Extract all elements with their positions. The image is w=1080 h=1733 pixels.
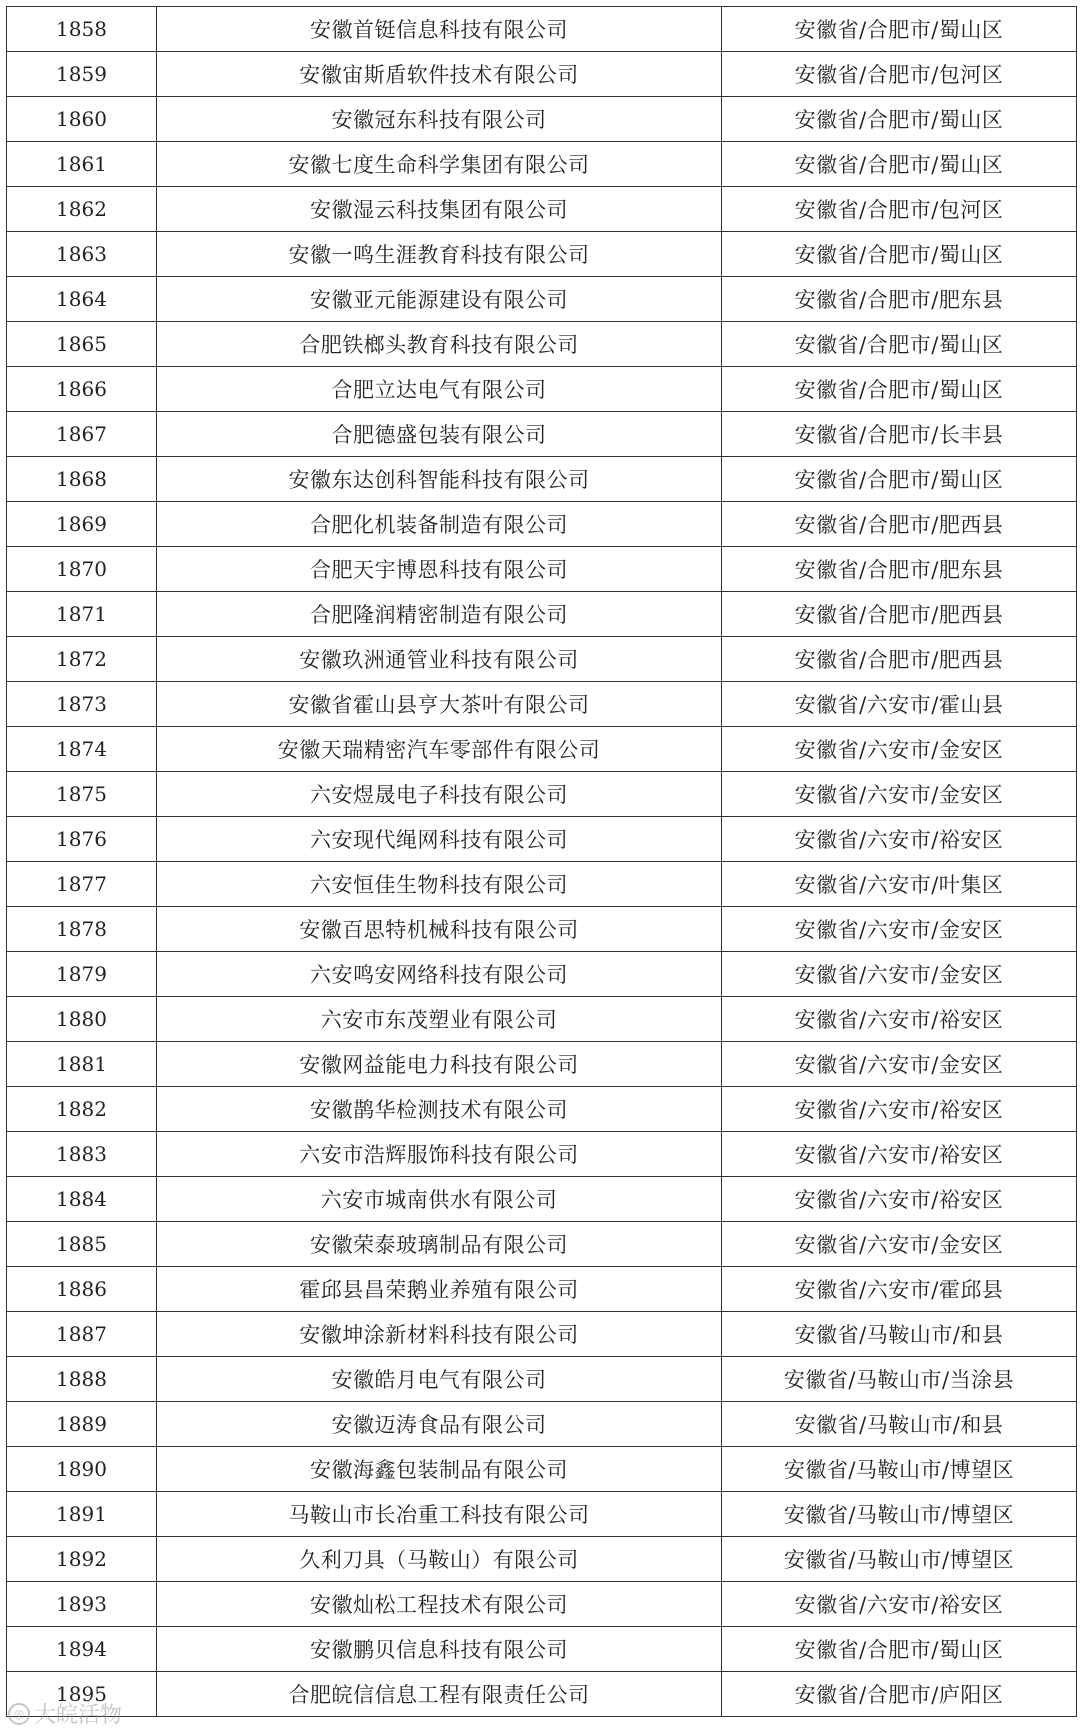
company-name: 安徽省霍山县亨大茶叶有限公司 [157, 682, 722, 727]
company-list-table [6, 6, 1077, 1717]
row-number: 1865 [7, 322, 157, 367]
company-location: 安徽省/合肥市/肥西县 [722, 637, 1077, 682]
company-name: 合肥天宇博恩科技有限公司 [157, 547, 722, 592]
company-name: 安徽玖洲通管业科技有限公司 [157, 637, 722, 682]
table-row [7, 997, 1077, 1042]
company-name: 合肥立达电气有限公司 [157, 367, 722, 412]
row-number: 1873 [7, 682, 157, 727]
table-row [7, 1627, 1077, 1672]
row-number: 1868 [7, 457, 157, 502]
table-row [7, 52, 1077, 97]
company-name: 安徽亚元能源建设有限公司 [157, 277, 722, 322]
table-row [7, 457, 1077, 502]
company-name: 安徽网益能电力科技有限公司 [157, 1042, 722, 1087]
table-row [7, 727, 1077, 772]
row-number: 1864 [7, 277, 157, 322]
table-row [7, 1222, 1077, 1267]
company-location: 安徽省/六安市/金安区 [722, 727, 1077, 772]
company-name: 合肥铁榔头教育科技有限公司 [157, 322, 722, 367]
company-location: 安徽省/合肥市/包河区 [722, 52, 1077, 97]
company-location: 安徽省/六安市/裕安区 [722, 997, 1077, 1042]
company-location: 安徽省/六安市/裕安区 [722, 1087, 1077, 1132]
company-location: 安徽省/六安市/金安区 [722, 952, 1077, 997]
company-name: 安徽天瑞精密汽车零部件有限公司 [157, 727, 722, 772]
table-row [7, 1582, 1077, 1627]
row-number: 1891 [7, 1492, 157, 1537]
company-name: 马鞍山市长冶重工科技有限公司 [157, 1492, 722, 1537]
company-location: 安徽省/合肥市/蜀山区 [722, 367, 1077, 412]
company-location: 安徽省/合肥市/蜀山区 [722, 7, 1077, 52]
watermark-text: 大皖活物 [34, 1703, 123, 1728]
row-number: 1869 [7, 502, 157, 547]
company-location: 安徽省/马鞍山市/和县 [722, 1402, 1077, 1447]
table-row [7, 1312, 1077, 1357]
logo-circle-icon: ◎ [8, 1703, 30, 1725]
row-number: 1867 [7, 412, 157, 457]
table-row [7, 142, 1077, 187]
company-name: 合肥隆润精密制造有限公司 [157, 592, 722, 637]
table-row [7, 907, 1077, 952]
company-name: 安徽一鸣生涯教育科技有限公司 [157, 232, 722, 277]
company-name: 六安现代绳网科技有限公司 [157, 817, 722, 862]
row-number: 1863 [7, 232, 157, 277]
company-name: 合肥皖信信息工程有限责任公司 [157, 1672, 722, 1717]
row-number: 1861 [7, 142, 157, 187]
row-number: 1880 [7, 997, 157, 1042]
row-number: 1871 [7, 592, 157, 637]
row-number: 1886 [7, 1267, 157, 1312]
company-name: 六安鸣安网络科技有限公司 [157, 952, 722, 997]
company-location: 安徽省/合肥市/蜀山区 [722, 97, 1077, 142]
table-row [7, 547, 1077, 592]
company-location: 安徽省/马鞍山市/和县 [722, 1312, 1077, 1357]
row-number: 1875 [7, 772, 157, 817]
table-row [7, 952, 1077, 997]
row-number: 1887 [7, 1312, 157, 1357]
table-row [7, 412, 1077, 457]
company-location: 安徽省/六安市/金安区 [722, 1222, 1077, 1267]
row-number: 1895 [7, 1672, 157, 1717]
company-name: 安徽湿云科技集团有限公司 [157, 187, 722, 232]
row-number: 1860 [7, 97, 157, 142]
company-name: 久利刀具（马鞍山）有限公司 [157, 1537, 722, 1582]
company-name: 安徽坤涂新材料科技有限公司 [157, 1312, 722, 1357]
company-location: 安徽省/合肥市/蜀山区 [722, 322, 1077, 367]
table-row [7, 1447, 1077, 1492]
table-row [7, 367, 1077, 412]
company-name: 六安恒佳生物科技有限公司 [157, 862, 722, 907]
company-name: 安徽东达创科智能科技有限公司 [157, 457, 722, 502]
row-number: 1878 [7, 907, 157, 952]
row-number: 1894 [7, 1627, 157, 1672]
company-location: 安徽省/合肥市/肥东县 [722, 547, 1077, 592]
company-name: 安徽鹏贝信息科技有限公司 [157, 1627, 722, 1672]
company-name: 安徽冠东科技有限公司 [157, 97, 722, 142]
table-row [7, 277, 1077, 322]
table-row [7, 1402, 1077, 1447]
company-location: 安徽省/六安市/金安区 [722, 1042, 1077, 1087]
company-location: 安徽省/六安市/霍山县 [722, 682, 1077, 727]
company-name: 安徽灿松工程技术有限公司 [157, 1582, 722, 1627]
company-name: 合肥德盛包装有限公司 [157, 412, 722, 457]
company-name: 六安市东茂塑业有限公司 [157, 997, 722, 1042]
company-name: 安徽百思特机械科技有限公司 [157, 907, 722, 952]
company-location: 安徽省/马鞍山市/博望区 [722, 1447, 1077, 1492]
table-row [7, 187, 1077, 232]
company-name: 合肥化机装备制造有限公司 [157, 502, 722, 547]
table-row [7, 592, 1077, 637]
row-number: 1866 [7, 367, 157, 412]
table-row [7, 1267, 1077, 1312]
company-name: 安徽海鑫包装制品有限公司 [157, 1447, 722, 1492]
company-location: 安徽省/合肥市/蜀山区 [722, 232, 1077, 277]
company-name: 六安市城南供水有限公司 [157, 1177, 722, 1222]
company-location: 安徽省/六安市/叶集区 [722, 862, 1077, 907]
company-location: 安徽省/合肥市/肥东县 [722, 277, 1077, 322]
company-name: 安徽皓月电气有限公司 [157, 1357, 722, 1402]
table-row [7, 7, 1077, 52]
table-row [7, 1132, 1077, 1177]
company-location: 安徽省/合肥市/蜀山区 [722, 457, 1077, 502]
row-number: 1862 [7, 187, 157, 232]
company-location: 安徽省/合肥市/长丰县 [722, 412, 1077, 457]
row-number: 1872 [7, 637, 157, 682]
table-row [7, 1087, 1077, 1132]
row-number: 1876 [7, 817, 157, 862]
company-location: 安徽省/马鞍山市/当涂县 [722, 1357, 1077, 1402]
row-number: 1858 [7, 7, 157, 52]
table-row [7, 1672, 1077, 1717]
company-name: 安徽荣泰玻璃制品有限公司 [157, 1222, 722, 1267]
table-row [7, 817, 1077, 862]
company-list-table-container [6, 6, 1076, 1717]
company-name: 安徽鹊华检测技术有限公司 [157, 1087, 722, 1132]
company-location: 安徽省/合肥市/包河区 [722, 187, 1077, 232]
company-location: 安徽省/合肥市/蜀山区 [722, 1627, 1077, 1672]
company-location: 安徽省/六安市/裕安区 [722, 817, 1077, 862]
company-location: 安徽省/六安市/裕安区 [722, 1177, 1077, 1222]
table-row [7, 637, 1077, 682]
company-name: 霍邱县昌荣鹅业养殖有限公司 [157, 1267, 722, 1312]
row-number: 1888 [7, 1357, 157, 1402]
table-row [7, 1177, 1077, 1222]
company-location: 安徽省/六安市/霍邱县 [722, 1267, 1077, 1312]
row-number: 1859 [7, 52, 157, 97]
row-number: 1882 [7, 1087, 157, 1132]
company-name: 安徽首铤信息科技有限公司 [157, 7, 722, 52]
company-location: 安徽省/合肥市/肥西县 [722, 502, 1077, 547]
table-row [7, 1042, 1077, 1087]
row-number: 1890 [7, 1447, 157, 1492]
company-name: 六安市浩辉服饰科技有限公司 [157, 1132, 722, 1177]
row-number: 1874 [7, 727, 157, 772]
table-body [7, 7, 1077, 1717]
company-name: 安徽宙斯盾软件技术有限公司 [157, 52, 722, 97]
row-number: 1877 [7, 862, 157, 907]
row-number: 1883 [7, 1132, 157, 1177]
table-row [7, 1537, 1077, 1582]
company-location: 安徽省/马鞍山市/博望区 [722, 1492, 1077, 1537]
company-location: 安徽省/六安市/金安区 [722, 907, 1077, 952]
table-row [7, 862, 1077, 907]
company-location: 安徽省/合肥市/庐阳区 [722, 1672, 1077, 1717]
row-number: 1881 [7, 1042, 157, 1087]
table-row [7, 772, 1077, 817]
company-location: 安徽省/六安市/裕安区 [722, 1582, 1077, 1627]
table-row [7, 502, 1077, 547]
row-number: 1893 [7, 1582, 157, 1627]
company-location: 安徽省/六安市/金安区 [722, 772, 1077, 817]
row-number: 1879 [7, 952, 157, 997]
table-row [7, 1357, 1077, 1402]
company-name: 六安煜晟电子科技有限公司 [157, 772, 722, 817]
row-number: 1885 [7, 1222, 157, 1267]
company-location: 安徽省/马鞍山市/博望区 [722, 1537, 1077, 1582]
row-number: 1870 [7, 547, 157, 592]
table-row [7, 232, 1077, 277]
row-number: 1892 [7, 1537, 157, 1582]
company-name: 安徽七度生命科学集团有限公司 [157, 142, 722, 187]
table-row [7, 97, 1077, 142]
company-location: 安徽省/合肥市/肥西县 [722, 592, 1077, 637]
company-location: 安徽省/合肥市/蜀山区 [722, 142, 1077, 187]
table-row [7, 682, 1077, 727]
row-number: 1884 [7, 1177, 157, 1222]
company-name: 安徽迈涛食品有限公司 [157, 1402, 722, 1447]
table-row [7, 1492, 1077, 1537]
table-row [7, 322, 1077, 367]
row-number: 1889 [7, 1402, 157, 1447]
company-location: 安徽省/六安市/裕安区 [722, 1132, 1077, 1177]
